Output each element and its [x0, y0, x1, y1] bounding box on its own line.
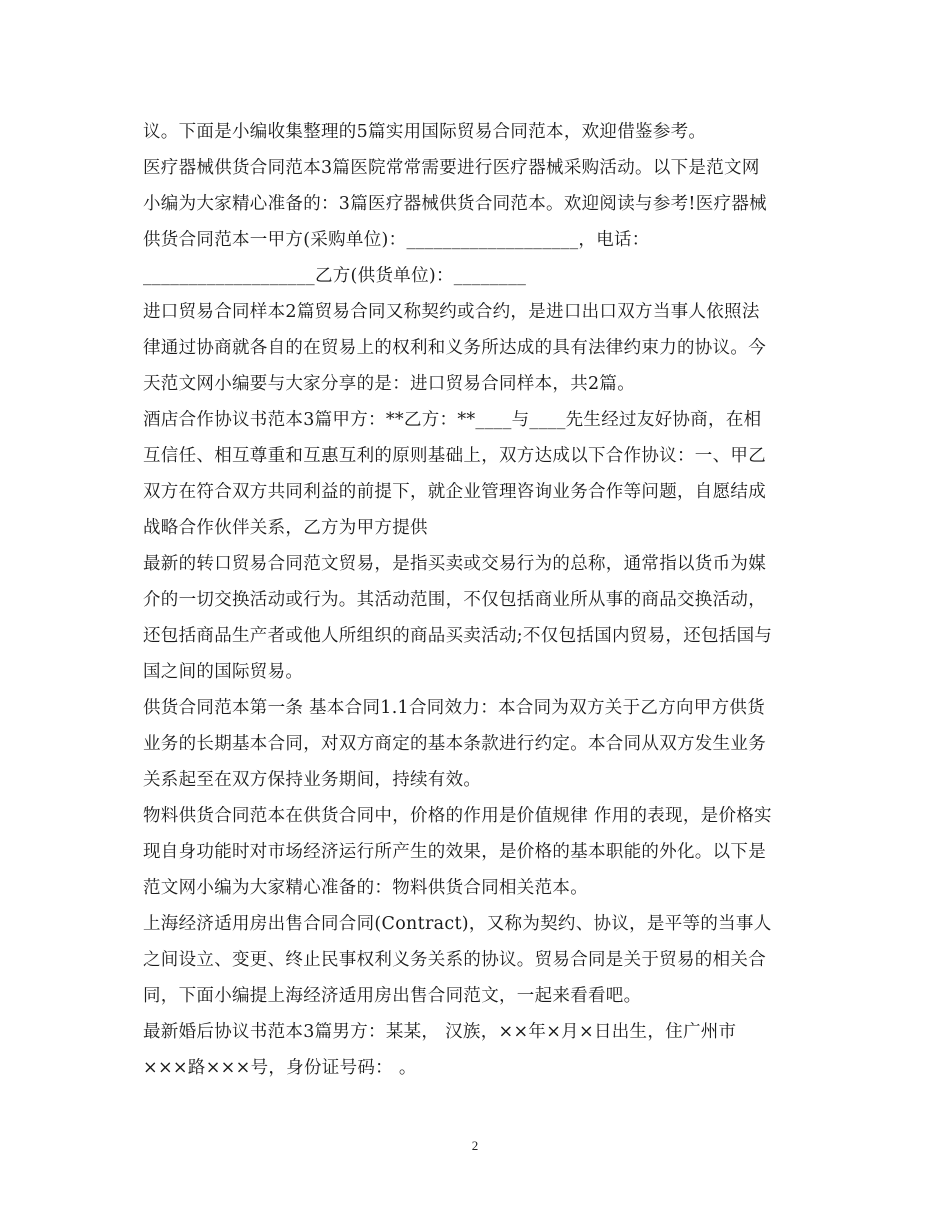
text-line: 律通过协商就各自的在贸易上的权利和义务所达成的具有法律约束力的协议。今 — [143, 338, 766, 358]
text-line: 范文网小编为大家精心准备的：物料供货合同相关范本。 — [143, 878, 588, 898]
text-line: ×××路×××号，身份证号码： 。 — [143, 1058, 417, 1078]
text-line: 同，下面小编提上海经济适用房出售合同范文，一起来看看吧。 — [143, 986, 642, 1006]
text-line: 业务的长期基本合同，对双方商定的基本条款进行约定。本合同从双方发生业务 — [143, 734, 766, 754]
text-line: ___________________乙方(供货单位)：________ — [143, 266, 527, 286]
text-line: 酒店合作协议书范本3篇甲方：**乙方：**____与____先生经过友好协商，在相 — [143, 410, 762, 430]
text-line: 关系起至在双方保持业务期间，持续有效。 — [143, 770, 482, 790]
text-line: 小编为大家精心准备的：3篇医疗器械供货合同范本。欢迎阅读与参考!医疗器械 — [143, 194, 767, 214]
text-line: 国之间的国际贸易。 — [143, 662, 304, 682]
text-line: 最新的转口贸易合同范文贸易，是指买卖或交易行为的总称，通常指以货币为媒 — [143, 554, 766, 574]
text-line: 介的一切交换活动或行为。其活动范围，不仅包括商业所从事的商品交换活动， — [143, 590, 766, 610]
text-line: 互信任、相互尊重和互惠互利的原则基础上，双方达成以下合作协议：一、甲乙 — [143, 446, 766, 466]
text-line: 医疗器械供货合同范本3篇医院常常需要进行医疗器械采购活动。以下是范文网 — [143, 158, 760, 178]
text-line: 还包括商品生产者或他人所组织的商品买卖活动;不仅包括国内贸易，还包括国与 — [143, 626, 773, 646]
text-line: 议。下面是小编收集整理的5篇实用国际贸易合同范本，欢迎借鉴参考。 — [143, 122, 707, 142]
text-line: 现自身功能时对市场经济运行所产生的效果，是价格的基本职能的外化。以下是 — [143, 842, 766, 862]
text-line: 上海经济适用房出售合同合同(Contract)，又称为契约、协议，是平等的当事人 — [143, 914, 772, 934]
text-line: 天范文网小编要与大家分享的是：进口贸易合同样本，共2篇。 — [143, 374, 636, 394]
text-line: 进口贸易合同样本2篇贸易合同又称契约或合约，是进口出口双方当事人依照法 — [143, 302, 760, 322]
text-line: 供货合同范本第一条 基本合同1.1合同效力：本合同为双方关于乙方向甲方供货 — [143, 698, 765, 718]
text-line: 之间设立、变更、终止民事权利义务关系的协议。贸易合同是关于贸易的相关合 — [143, 950, 766, 970]
page-number: 2 — [471, 1138, 479, 1153]
text-line: 最新婚后协议书范本3篇男方：某某， 汉族，××年×月×日出生，住广州市 — [143, 1022, 737, 1042]
text-line: 双方在符合双方共同利益的前提下，就企业管理咨询业务合作等问题，自愿结成 — [143, 482, 766, 502]
text-line: 物料供货合同范本在供货合同中，价格的作用是价值规律 作用的表现，是价格实 — [143, 806, 772, 826]
text-line: 战略合作伙伴关系，乙方为甲方提供 — [143, 518, 428, 538]
text-line: 供货合同范本一甲方(采购单位)：___________________，电话： — [143, 230, 650, 250]
document-body — [143, 114, 815, 1086]
